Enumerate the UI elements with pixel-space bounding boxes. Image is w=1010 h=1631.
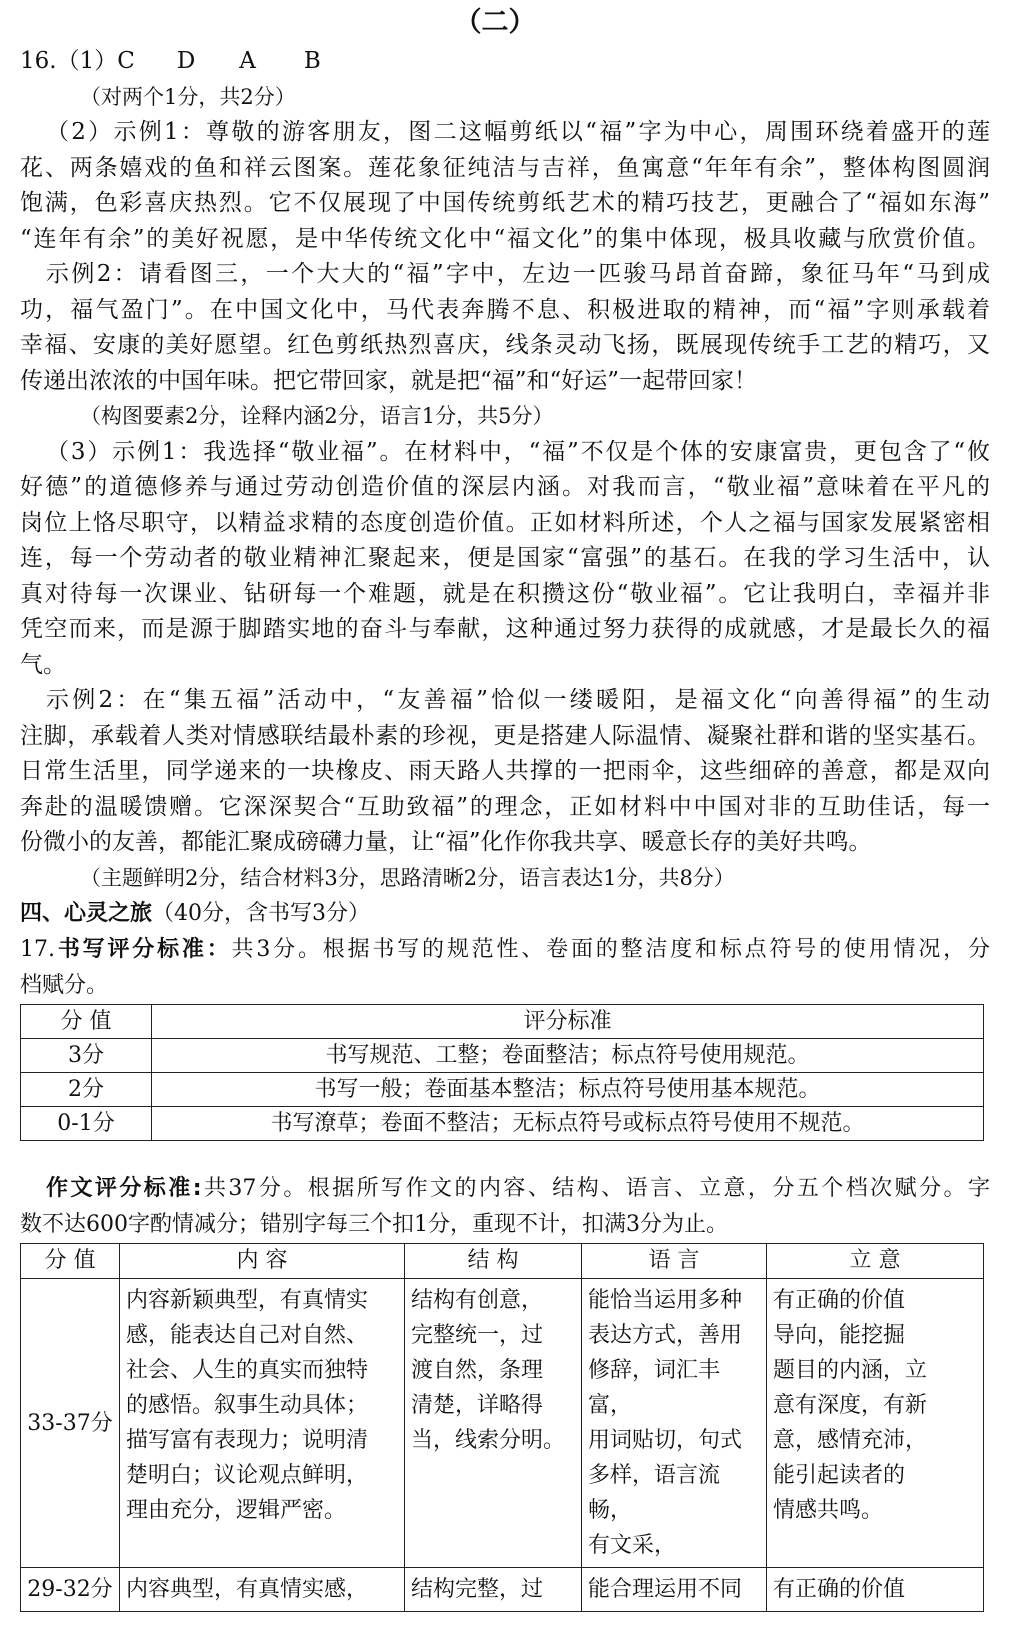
paragraph-line: 真对待每一次课业、钻研每一个难题，就是在积攒这份“敬业福”。它让我明白，幸福并非	[20, 580, 990, 607]
paragraph-line: 日常生活里，同学递来的一块橡皮、雨天路人共撑的一把雨伞，这些细碎的善意，都是双向	[20, 758, 990, 784]
cell-line: 结构有创意，	[411, 1288, 544, 1313]
cell-line: 描写富有表现力；说明清	[126, 1428, 369, 1453]
paragraph-line: 功，福气盈门”。在中国文化中，马代表奔腾不息、积极进取的精神，而“福”字则承载着	[20, 296, 990, 323]
table-row	[21, 1039, 984, 1073]
cell-line: 渡自然，条理	[411, 1358, 544, 1383]
idea-cell	[767, 1279, 984, 1568]
paragraph-line: 饱满，色彩喜庆热烈。它不仅展现了中国传统剪纸艺术的精巧技艺，更融合了“福如东海”	[20, 190, 990, 216]
table-cell: 书写潦草；卷面不整洁；无标点符号或标点符号使用不规范。	[152, 1107, 984, 1141]
cell-line: 的感悟。叙事生动具体；	[126, 1393, 369, 1418]
structure-cell: 结构完整，过	[405, 1568, 582, 1612]
essay-intro-cont: 数不达600字酌情减分；错别字每三个扣1分，重现不计，扣满3分为止。	[20, 1212, 728, 1237]
structure-cell	[405, 1279, 582, 1568]
section-subtitle: （40分，含书写3分）	[152, 901, 371, 926]
q16-opt: A	[239, 48, 256, 74]
cell-line: 完整统一，过	[411, 1323, 544, 1348]
essay-bold-title: 作文评分标准:	[46, 1176, 202, 1201]
table-cell: 3分	[21, 1039, 152, 1073]
q16-part2-score-note: （构图要素2分，诠释内涵2分，语言1分，共5分）	[80, 404, 554, 428]
table-cell: 书写规范、工整；卷面整洁；标点符号使用规范。	[152, 1039, 984, 1073]
language-cell	[582, 1279, 767, 1568]
cell-line: 能恰当运用多种	[588, 1288, 743, 1313]
table-header-cell: 结 构	[405, 1244, 582, 1279]
cell-line: 导向，能挖掘	[773, 1323, 906, 1348]
table-row	[21, 1073, 984, 1107]
section-heading	[20, 896, 990, 932]
table-header-cell: 评分标准	[152, 1005, 984, 1039]
table-header-cell: 分 值	[21, 1244, 120, 1279]
paragraph-line: （2）示例1：尊敬的游客朋友，图二这幅剪纸以“福”字为中心，周围环绕着盛开的莲	[46, 119, 990, 145]
paragraph-line: 气。	[20, 651, 66, 678]
cell-line: 楚明白；议论观点鲜明，	[126, 1463, 369, 1488]
q16-part1-label: 16.（1）C	[20, 48, 135, 74]
page-title: （二）	[454, 7, 536, 38]
q16-opt: B	[303, 48, 321, 74]
paragraph-line: 示例2：在“集五福”活动中，“友善福”恰似一缕暖阳，是福文化“向善得福”的生动	[46, 687, 990, 713]
section-title: 四、心灵之旅	[20, 901, 153, 926]
answer-page	[20, 0, 990, 1612]
content-cell	[120, 1279, 405, 1568]
q16-part3-score-note: （主题鲜明2分，结合材料3分，思路清晰2分，语言表达1分，共8分）	[80, 865, 735, 890]
cell-line: 修辞，词汇丰富，	[588, 1358, 721, 1418]
table-cell: 2分	[21, 1073, 152, 1107]
cell-line: 当，线索分明。	[411, 1428, 566, 1453]
cell-line: 理由充分，逻辑严密。	[126, 1498, 347, 1523]
table-row	[21, 1279, 984, 1568]
writing-score-table	[20, 1004, 984, 1141]
cell-line: 社会、人生的真实而独特	[126, 1358, 369, 1383]
q17-intro-cont: 档赋分。	[20, 973, 109, 998]
paragraph-line: 花、两条嬉戏的鱼和祥云图案。莲花象征纯洁与吉祥，鱼寓意“年年有余”，整体构图圆润	[20, 154, 990, 181]
score-cell: 29-32分	[21, 1568, 120, 1612]
q17-intro	[20, 932, 990, 968]
paragraph-line: （3）示例1：我选择“敬业福”。在材料中，“福”不仅是个体的安康富贵，更包含了“攸	[46, 438, 990, 465]
paragraph-line: 传递出浓浓的中国年味。把它带回家，就是把“福”和“好运”一起带回家！	[20, 367, 758, 394]
q17-text: 共3分。根据书写的规范性、卷面的整洁度和标点符号的使用情况，分	[231, 937, 990, 962]
cell-line: 能引起读者的	[773, 1463, 906, 1488]
score-cell: 33-37分	[21, 1279, 120, 1568]
paragraph-line: 注脚，承载着人类对情感联结最朴素的珍视，更是搭建人际温情、凝聚社群和谐的坚实基石。	[20, 722, 990, 749]
table-header-row	[21, 1005, 984, 1039]
cell-line: 多样，语言流畅，	[588, 1463, 721, 1523]
table-header-cell: 语 言	[582, 1244, 767, 1279]
table-header-cell: 内 容	[120, 1244, 405, 1279]
q16-opt: D	[176, 48, 196, 74]
paragraph-line: “连年有余”的美好祝愿，是中华传统文化中“福文化”的集中体现，极具收藏与欣赏价值。	[20, 225, 990, 252]
cell-line: 题目的内涵，立	[773, 1358, 928, 1383]
cell-line: 有文采，	[588, 1533, 677, 1558]
cell-line: 感，能表达自己对自然、	[126, 1323, 369, 1348]
paragraph-line: 份微小的友善，都能汇聚成磅礴力量，让“福”化作你我共享、暖意长存的美好共鸣。	[20, 829, 872, 855]
essay-score-table	[20, 1243, 984, 1612]
q17-bold-title: 书写评分标准：	[55, 937, 232, 962]
table-cell: 书写一般；卷面基本整洁；标点符号使用基本规范。	[152, 1073, 984, 1107]
table-header-cell: 分 值	[21, 1005, 152, 1039]
table-row	[21, 1568, 984, 1612]
paragraph-line: 幸福、安康的美好愿望。红色剪纸热烈喜庆，线条灵动飞扬，既展现传统手工艺的精巧，又	[20, 332, 990, 358]
cell-line: 意，感情充沛，	[773, 1428, 928, 1453]
cell-line: 清楚，详略得	[411, 1393, 544, 1418]
cell-line: 表达方式，善用	[588, 1323, 743, 1348]
content-cell: 内容典型，有真情实感，	[120, 1568, 405, 1612]
cell-line: 用词贴切，句式	[588, 1428, 743, 1453]
table-header-cell: 立 意	[767, 1244, 984, 1279]
cell-line: 意有深度，有新	[773, 1393, 928, 1418]
q17-label: 17.	[20, 937, 55, 962]
paragraph-line: 岗位上恪尽职守，以精益求精的态度创造价值。正如材料所述，个人之福与国家发展紧密相	[20, 509, 990, 536]
paragraph-line: 示例2：请看图三，一个大大的“福”字中，左边一匹骏马昂首奋蹄，象征马年“马到成	[46, 261, 990, 287]
cell-line: 有正确的价值	[773, 1288, 906, 1313]
table-header-row	[21, 1244, 984, 1279]
paragraph-line: 好德”的道德修养与通过劳动创造价值的深层内涵。对我而言，“敬业福”意味着在平凡的	[20, 474, 990, 500]
idea-cell: 有正确的价值	[767, 1568, 984, 1612]
table-row	[21, 1107, 984, 1141]
paragraph-line: 奔赴的温暖馈赠。它深深契合“互助致福”的理念，正如材料中中国对非的互助佳话，每一	[20, 793, 990, 820]
language-cell: 能合理运用不同	[582, 1568, 767, 1612]
cell-line: 情感共鸣。	[773, 1498, 884, 1523]
paragraph-line: 连，每一个劳动者的敬业精神汇聚起来，便是国家“富强”的基石。在我的学习生活中，认	[20, 545, 990, 571]
paragraph-line: 凭空而来，而是源于脚踏实地的奋斗与奉献，这种通过努力获得的成就感，才是最长久的福	[20, 616, 990, 642]
cell-line: 内容新颖典型，有真情实	[126, 1288, 369, 1313]
essay-text: 共37分。根据所写作文的内容、结构、语言、立意，分五个档次赋分。字	[201, 1176, 990, 1201]
q16-part1-score-note: （对两个1分，共2分）	[80, 84, 296, 109]
table-cell: 0-1分	[21, 1107, 152, 1141]
essay-intro	[20, 1171, 990, 1207]
q16-part1-answer	[20, 44, 990, 80]
